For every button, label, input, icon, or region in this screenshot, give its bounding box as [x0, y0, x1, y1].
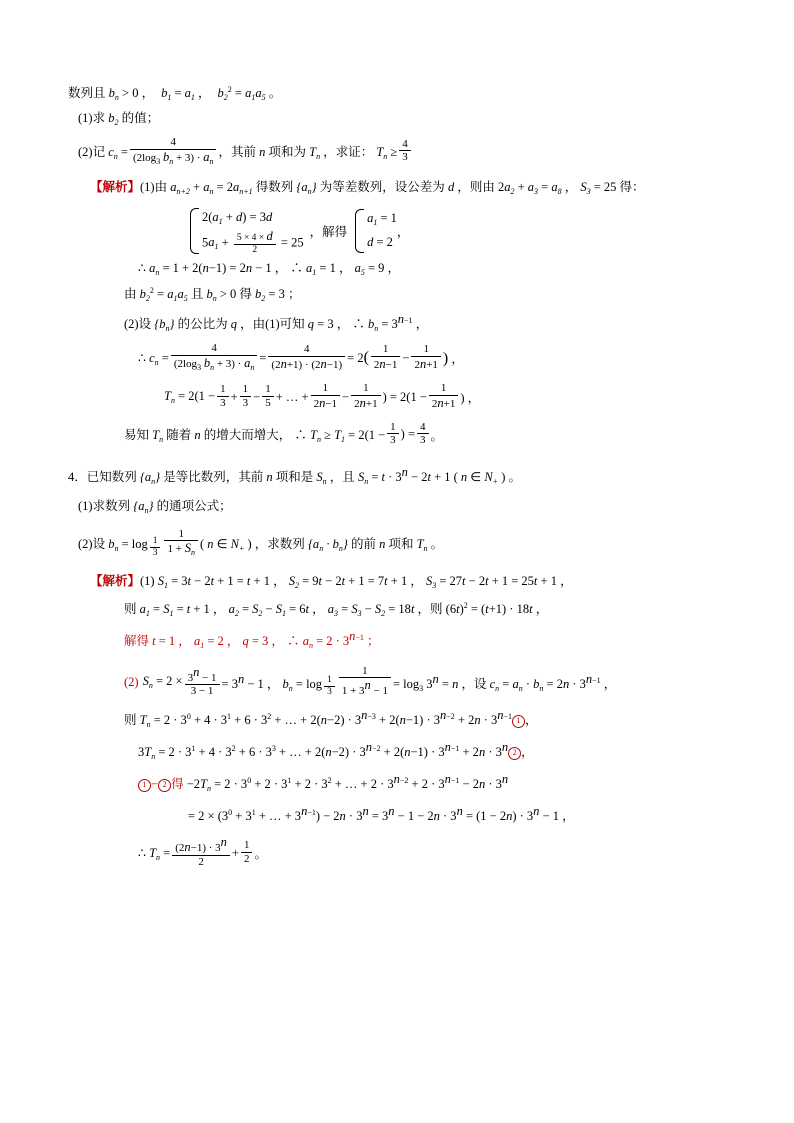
- p4-sol-line-2: 则 $a_1 = S_1 = t + 1$ ， $a_2 = S_2 - S_1 = 6t$ ， $a_3 = S_3 - S_2 = 18t$ ，则 $(6t)^2 = (t+1) \cdot 18t$ ，: [124, 600, 549, 618]
- given-line: 数列且 $b_n > 0$ ， $b_1 = a_1$ ， $b_2^2 = a_1a_5$ 。: [68, 85, 282, 102]
- sol6-fraction-4: $\frac{1}{2n-1}$: [311, 382, 340, 410]
- p4-sol4-fraction-1: $\frac{3^n - 1}{3 - 1}$: [185, 665, 220, 698]
- sol5-fraction-2: $\frac{4}{(2n+1) \cdot (2n-1)}$: [268, 343, 345, 371]
- sol6-mid-2: −: [253, 389, 261, 404]
- sol7-prefix: 易知 $T_n$ 随着 n 的增大而增大， ∴ $T_n \ge T_1 = 2(1$ −: [124, 428, 386, 445]
- q2-bound-fraction: $\frac{4}{3}$: [399, 138, 411, 164]
- sol7-mid: ) =: [400, 427, 416, 442]
- problem3-q2: [68, 137, 722, 167]
- problem4-solution-line4: [68, 666, 722, 699]
- problem4-stem: [68, 466, 722, 486]
- sol5-fraction-3: $\frac{1}{2n-1}$: [371, 343, 400, 371]
- p4-sol4-log-base: $\frac{1}{3}$: [324, 675, 335, 698]
- equation-system-1: [188, 206, 304, 257]
- sol6-fraction-1: $\frac{1}{3}$: [217, 383, 229, 409]
- p4-sol9-fraction-2: $\frac{1}{2}$: [241, 839, 253, 865]
- sol5-minus: −: [402, 350, 410, 365]
- problem4-stem-line: 4．已知数列 $\{a_n\}$ 是等比数列，其前 n 项和是 $S_n$ ，且 $S_n = t \cdot 3^n - 2t + 1$ ( n ∈ $N_+$ ) 。: [68, 464, 521, 486]
- system2-row-1: $a_1 = 1$: [367, 211, 397, 228]
- sol6-mid-5: ) = 2(1 −: [382, 389, 427, 404]
- p4-sol4-a: $S_n = 2$ ×: [142, 674, 183, 691]
- ref-marker-2: 2: [158, 779, 171, 792]
- p4-sol-line-3: 解得 t = 1 ， $a_1 = 2$ ， q = 3 ， ∴ $a_n = 2 \cdot 3^{n-1}$ ；: [124, 628, 380, 650]
- ref-marker-1: 1: [138, 779, 151, 792]
- problem3-system: [68, 206, 722, 257]
- sol5-eq-1: =: [259, 350, 267, 365]
- problem3-solution-line1: [68, 181, 722, 196]
- sol5-fraction-4: $\frac{1}{2n+1}$: [411, 343, 440, 371]
- problem3-solution-line3: [68, 287, 722, 303]
- problem4-q1: [68, 500, 722, 515]
- problem4-q2-fraction: $\frac{1}{1 + S_n}$: [164, 528, 197, 558]
- q1-line: (1)求 $b_2$ 的值；: [78, 111, 160, 127]
- p4-sol9-plus: +: [231, 845, 239, 860]
- problem3-solution-line6: [68, 383, 722, 411]
- p4-sol4-mid1: = $3^n - 1$ ， $b_n = \log$: [221, 671, 323, 693]
- sol-line-3: 由 $b_2^2 = a_1a_5$ 且 $b_n > 0$ 得 $b_2 = 3$ ；: [124, 286, 301, 304]
- problem4-solution-line5: [68, 709, 722, 729]
- equation-system-2: [353, 207, 397, 255]
- sol7-fraction-1: $\frac{1}{3}$: [387, 421, 399, 447]
- sol6-fraction-2: $\frac{1}{3}$: [240, 383, 252, 409]
- system-row-2: $5a_1$ + $\frac{5 \times 4 \times d}{2}$ = 25: [202, 228, 304, 255]
- equation-marker-2: 2: [508, 747, 521, 760]
- problem3-solution-line5: [68, 343, 722, 373]
- problem4-solution-line6: [68, 741, 722, 761]
- problem3-solution-line7: [68, 422, 722, 448]
- p4-sol-line-5: 则 $T_n = 2 \cdot 3^0 + 4 \cdot 3^1 + 6 \cdot 3^2$ + … + $2(n-2) \cdot 3^{n-3} + 2(n-1) \cdot 3^{n-2} + 2n \cdot 3^{n-1}$ 1 ，: [124, 707, 538, 729]
- sol6-fraction-3: $\frac{1}{5}$: [262, 383, 274, 409]
- p4-sol4-prefix: (2): [124, 674, 139, 689]
- problem3-solution-line2: [68, 262, 722, 277]
- sol-line-4: (2)设 $\{b_n\}$ 的公比为 q ，由(1)可知 q = 3 ， ∴ $b_n = 3^{n-1}$ ，: [124, 312, 429, 334]
- sol5-tail: ) ，: [442, 349, 464, 367]
- sol5-eq-2: = 2(: [347, 349, 369, 367]
- problem3-given: [68, 86, 722, 102]
- analysis-label-1: 【解析】(1)由 $a_{n+2} + a_n = 2a_{n+1}$ 得数列 $\{a_n\}$ 为等差数列，设公差为 d ，则由 $2a_2 + a_3 = a_8$ ， $S_3 = 25$ 得：: [90, 179, 645, 196]
- sol7-fraction-2: $\frac{4}{3}$: [417, 421, 429, 447]
- system-row-1: $2(a_1 + d) = 3d$: [202, 209, 273, 226]
- q2-suffix: ，其前 n 项和为 $T_n$ ，求证： $T_n$ ≥: [218, 145, 398, 162]
- p4-sol-line-6: $3T_n = 2 \cdot 3^1 + 4 \cdot 3^2 + 6 \cdot 3^3$ + … + $2(n-2) \cdot 3^{n-2} + 2(n-1) \cdot 3^{n-1} + 2n \cdot 3^n$ 2 ，: [138, 739, 534, 761]
- sol6-mid-3: + … +: [275, 389, 309, 404]
- p4-sol-line-7: 1 − 2 得 $-2T_n = 2 \cdot 3^0 + 2 \cdot 3^1 + 2 \cdot 3^2$ + … + $2 \cdot 3^{n-2} + 2 \cdot 3^{n-1} - 2n \cdot 3^n$: [138, 773, 722, 793]
- problem4-q2-suffix: ( n ∈ $N_+$ ) ，求数列 $\{a_n \cdot b_n\}$ 的前 n 项和 $T_n$ 。: [199, 537, 444, 554]
- p4-sol9-prefix: ∴ $T_n$ =: [138, 845, 171, 862]
- q2-prefix: (2)记 $c_n$ =: [78, 145, 128, 162]
- sol7-tail: 。: [430, 428, 444, 443]
- system2-row-2: d = 2: [367, 235, 393, 250]
- q2-log-base: $\frac{1}{3}$: [150, 536, 161, 559]
- sol5-fraction-1: $\frac{4}{(2\log_3 b_n + 3) \cdot a_n}$: [171, 342, 258, 372]
- problem4-solution-line2: [68, 602, 722, 618]
- sol6-fraction-6: $\frac{1}{2n+1}$: [429, 382, 458, 410]
- sol6-mid-1: +: [230, 389, 238, 404]
- p4-sol4-mid2: = $\log_3 3^n = n$ ，设 $c_n = a_n \cdot b_n = 2n \cdot 3^{n-1}$ ，: [393, 671, 617, 693]
- p4-sol9-tail: 。: [254, 847, 267, 862]
- problem4-solution-line3: [68, 630, 722, 650]
- problem4-q1-line: (1)求数列 $\{a_n\}$ 的通项公式；: [78, 498, 232, 515]
- problem4-solution-line9: [68, 836, 722, 869]
- sol6-prefix: $T_n = 2(1$ −: [164, 389, 216, 406]
- sol6-fraction-5: $\frac{1}{2n+1}$: [351, 382, 380, 410]
- problem3-q1: [68, 112, 722, 127]
- sol6-tail: ) ，: [460, 391, 481, 406]
- problem4-solution-line7: [68, 773, 722, 793]
- p4-sol4-fraction-2: $\frac{1}{1 + 3^n - 1}$: [339, 665, 391, 698]
- problem4-q2-prefix: (2)设 $b_n = \log$: [78, 537, 148, 554]
- p4-sol9-fraction-1: $\frac{(2n-1) \cdot 3^n}{2}$: [172, 835, 230, 868]
- problem4-q2: [68, 529, 722, 559]
- sol6-mid-4: −: [342, 389, 350, 404]
- equation-marker-1: 1: [512, 715, 525, 728]
- problem3-solution-line4: [68, 313, 722, 333]
- problem4-solution-line8: [68, 805, 722, 823]
- analysis-label-2: 【解析】(1) $S_1 = 3t - 2t + 1 = t + 1$ ， $S_2 = 9t - 2t + 1 = 7t + 1$ ， $S_3 = 27t - 2t + 1 = 25t + 1$ ，: [90, 573, 573, 590]
- sol5-prefix: ∴ $c_n$ =: [138, 350, 169, 367]
- system-tail: ，: [396, 225, 410, 240]
- system-connector: ，解得: [309, 225, 348, 240]
- q2-fraction: [130, 136, 217, 166]
- sol-line-2: ∴ $a_n = 1 + 2(n-1) = 2n - 1$ ， ∴ $a_1 = 1$ ， $a_5 = 9$ ，: [138, 261, 401, 278]
- p4-sol-line-8: = $2 \times (3^0 + 3^1$ + … + $3^{n-1}) - 2n \cdot 3^n = 3^n - 1 - 2n \cdot 3^n = (1 - 2n) \cdot 3^n - 1$ ，: [188, 803, 575, 823]
- q2-numerator: 4: [170, 136, 176, 148]
- q2-denominator: ($2\log_3$ $b_n + 3) \cdot a_n$: [130, 149, 217, 166]
- problem4-solution-line1: [68, 575, 722, 590]
